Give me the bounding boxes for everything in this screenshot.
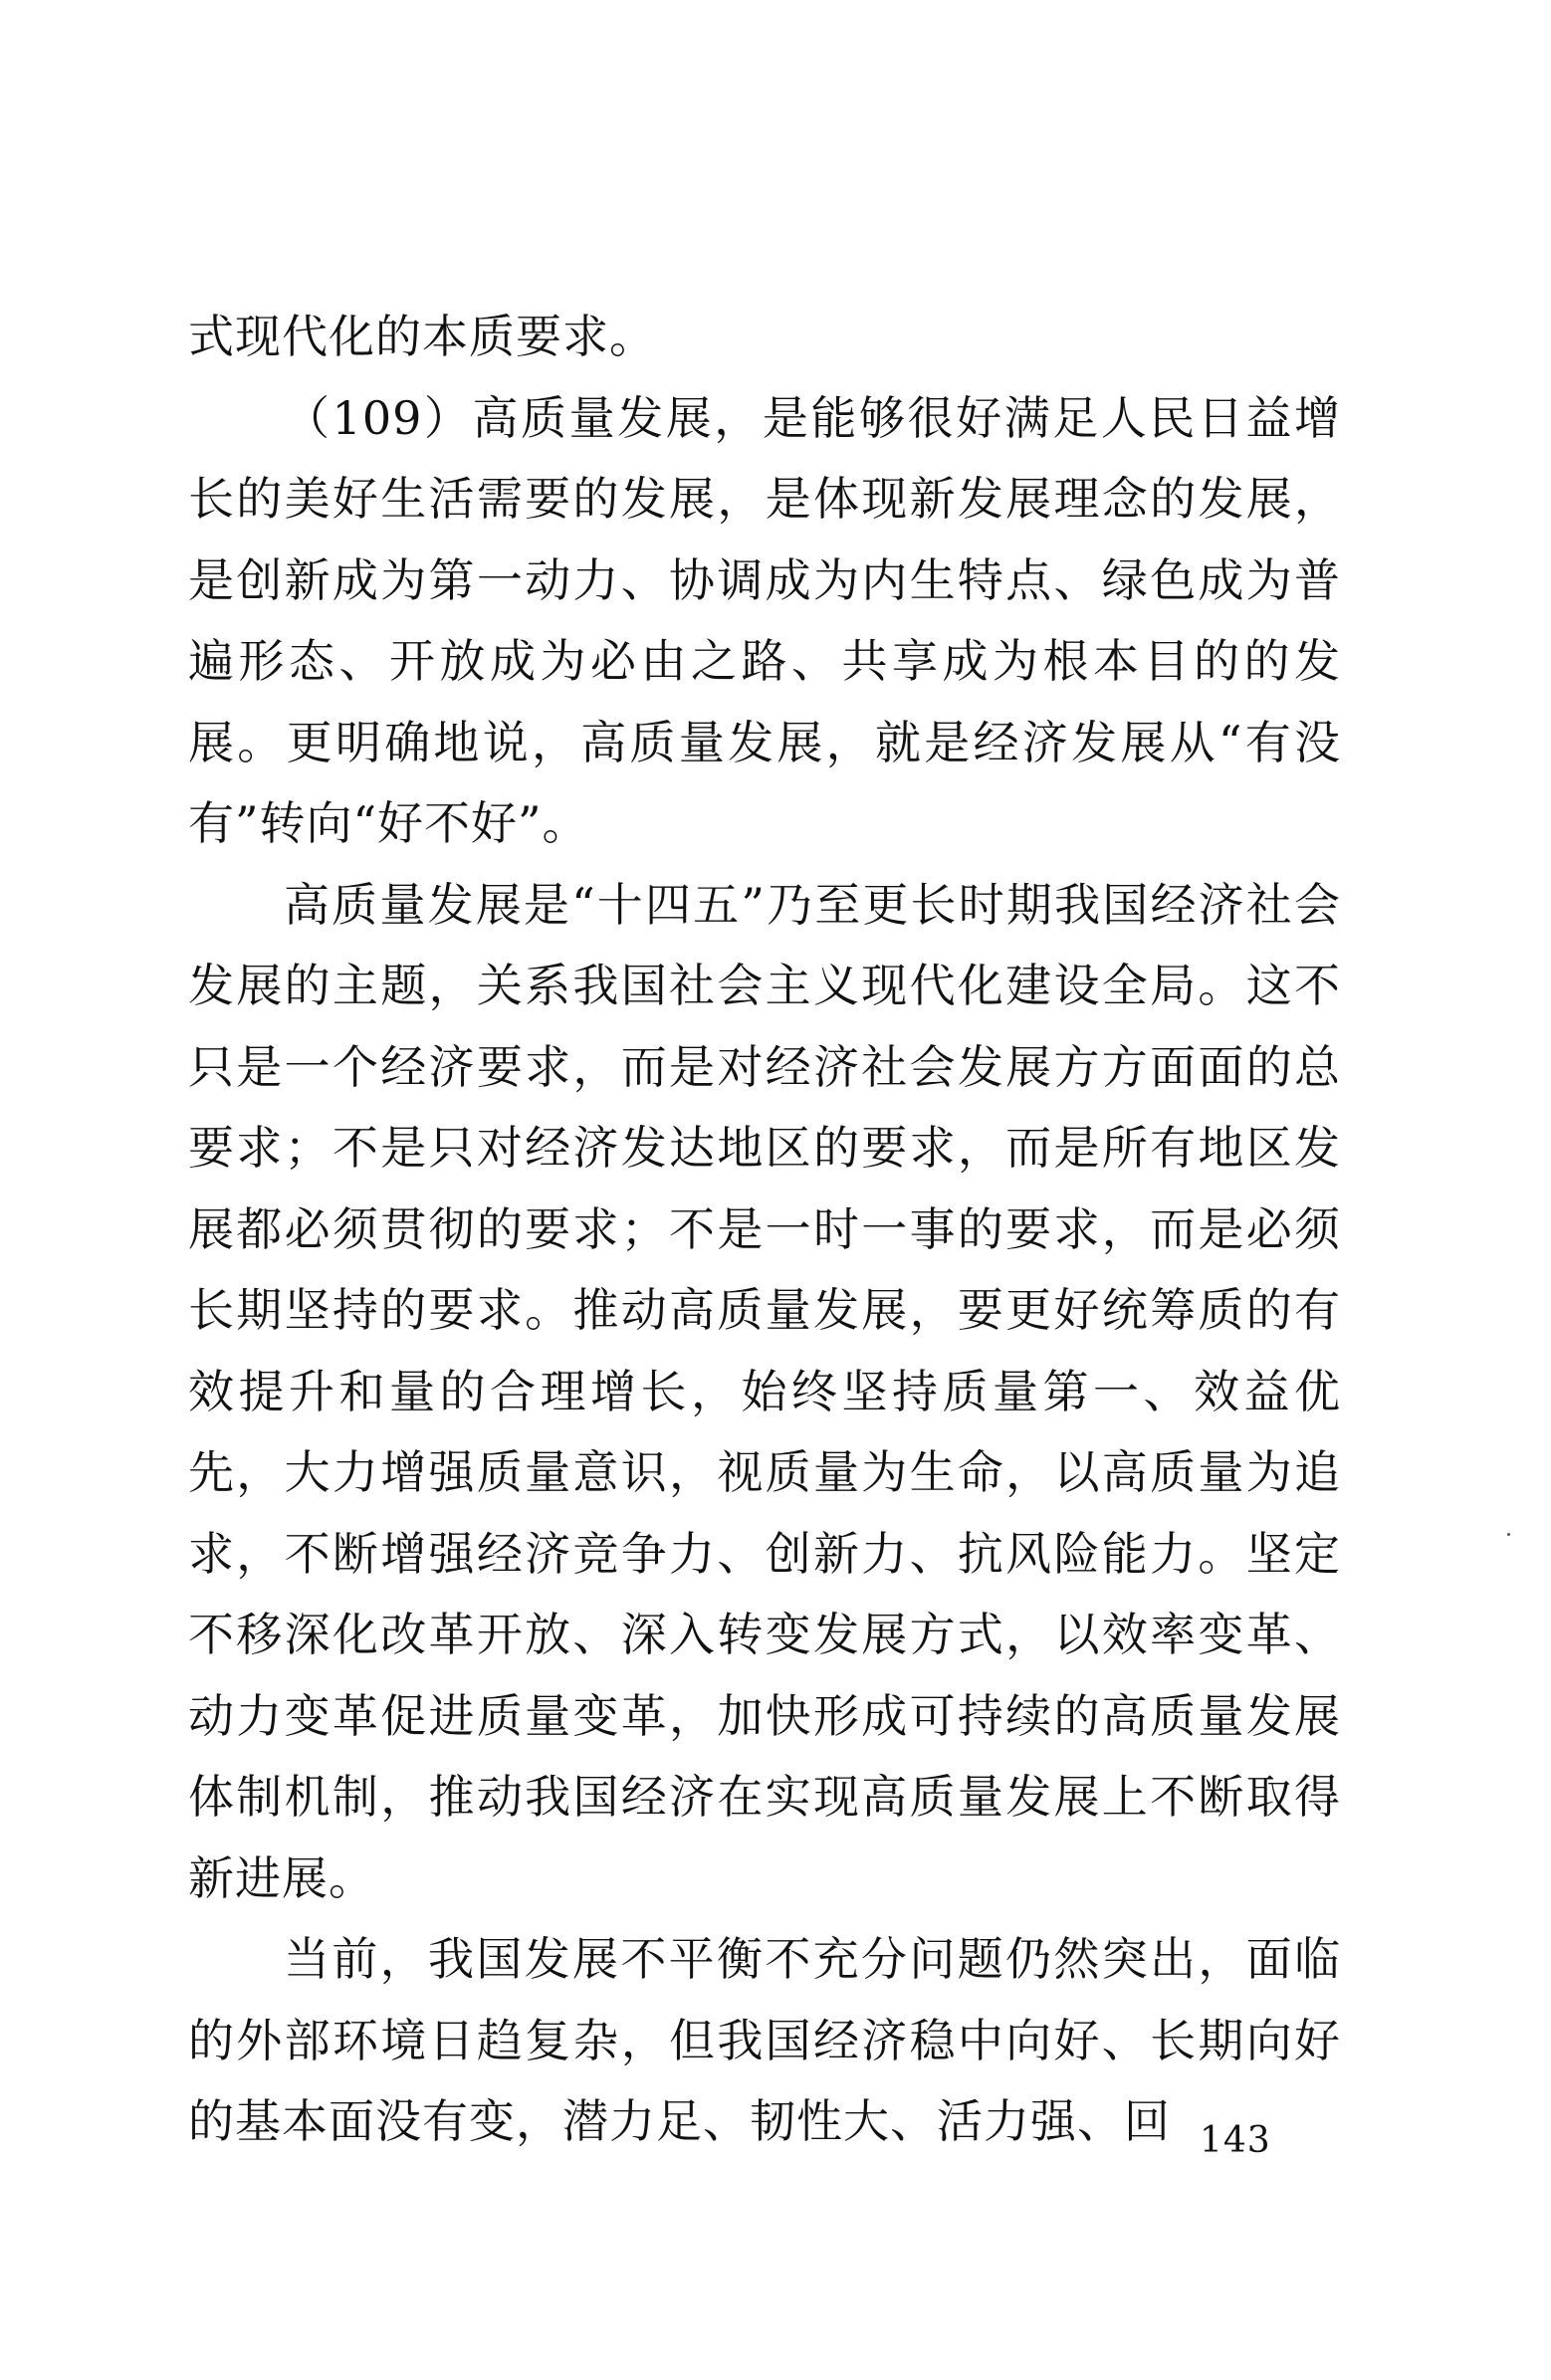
paragraph-current-situation: 当前，我国发展不平衡不充分问题仍然突出，面临的外部环境日趋复杂，但我国经济稳中向好、长期向好的基本面没有变，潜力足、韧性大、活力强、回 (188, 1932, 1341, 2148)
paragraph-high-quality-development: 高质量发展是“十四五”乃至更长时期我国经济社会发展的主题，关系我国社会主义现代化建设全局。这不只是一个经济要求，而是对经济社会发展方方面面的总要求；不是只对经济发达地区的要求，而是所有地区发展都必须贯彻的要求；不是一时一事的要求，而是必须长期坚持的要求。推动高质量发展，要更好统筹质的有效提升和量的合理增长，始终坚持质量第一、效益优先，大力增强质量意识，视质量为生命，以高质量为追求，不断增强经济竞争力、创新力、抗风险能力。坚定不移深化改革开放、深入转变发展方式，以效率变革、动力变革促进质量变革，加快形成可持续的高质量发展体制机制，推动我国经济在实现高质量发展上不断取得新进展。 (188, 877, 1341, 1905)
body-text (188, 297, 1341, 2163)
page-number: 143 (1200, 2120, 1271, 2161)
paragraph-109: （109）高质量发展，是能够很好满足人民日益增长的美好生活需要的发展，是体现新发展理念的发展，是创新成为第一动力、协调成为内生特点、绿色成为普遍形态、开放成为必由之路、共享成为根本目的的发展。更明确地说，高质量发展，就是经济发展从“有没有”转向“好不好”。 (188, 390, 1341, 850)
scan-speck (1507, 1533, 1510, 1536)
paragraph-continuation: 式现代化的本质要求。 (188, 310, 656, 363)
